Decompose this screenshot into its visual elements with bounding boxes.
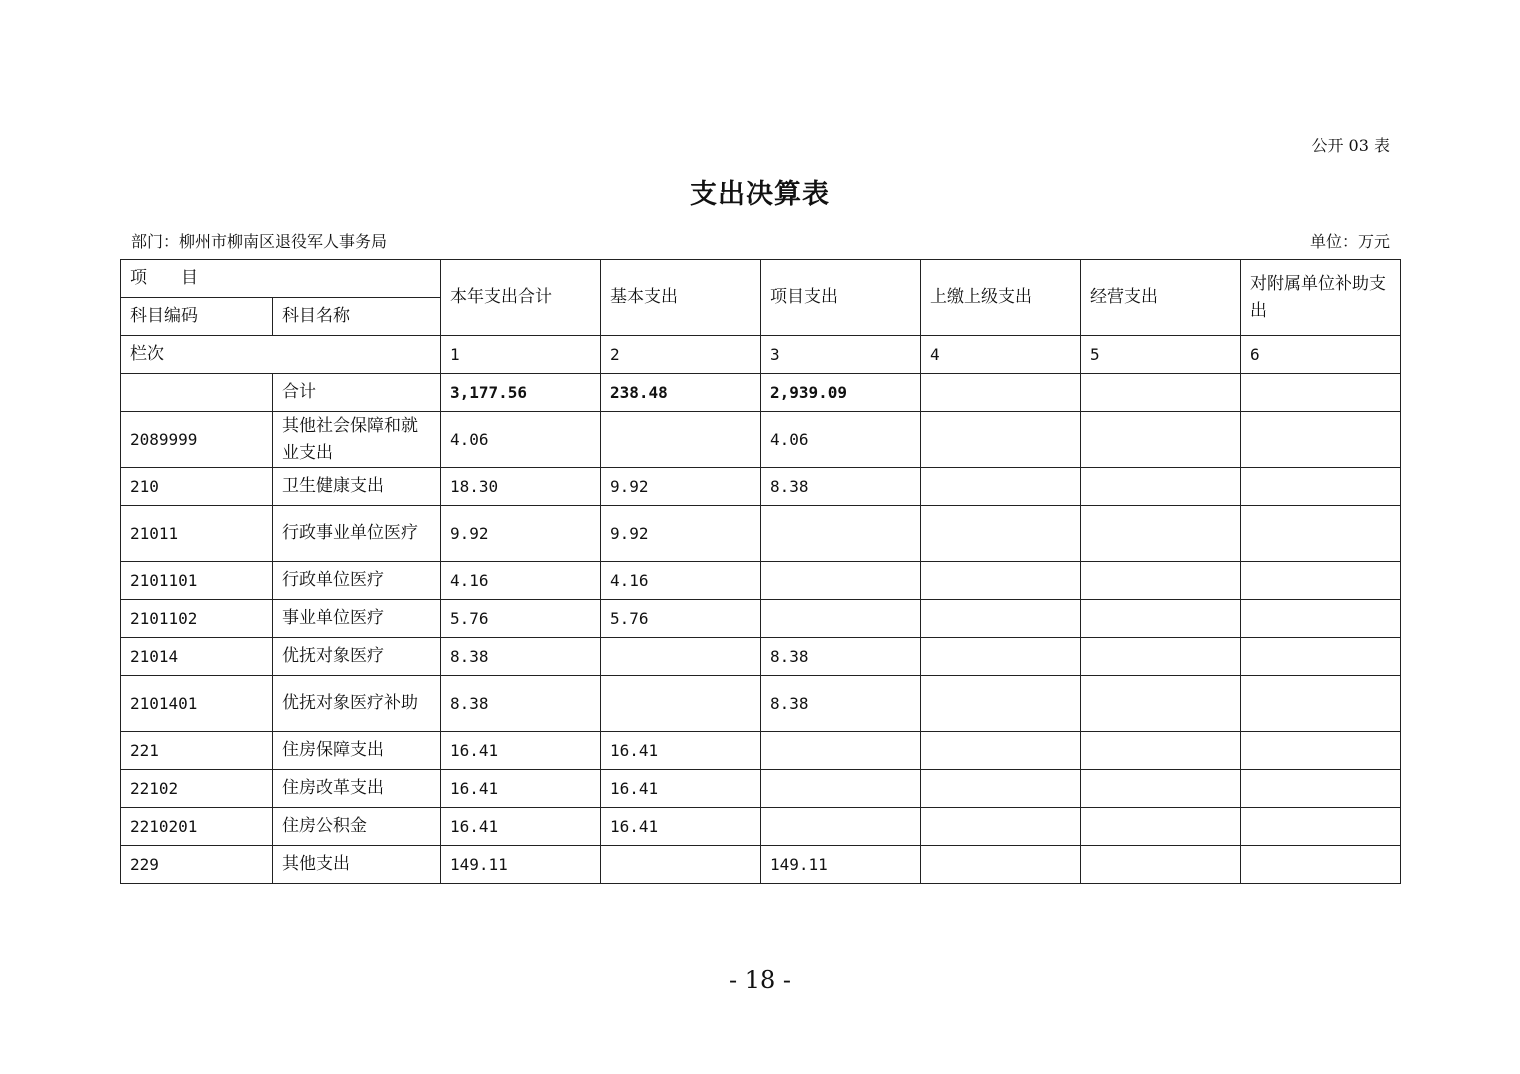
table-row bbox=[121, 412, 1401, 468]
cell-code: 21014 bbox=[121, 638, 273, 676]
form-code: 公开 03 表 bbox=[1311, 136, 1390, 155]
cell-subsidy bbox=[1241, 374, 1401, 412]
header-business: 经营支出 bbox=[1081, 260, 1241, 336]
cell-upper bbox=[921, 676, 1081, 732]
cell-business bbox=[1081, 600, 1241, 638]
cell-basic: 9.92 bbox=[601, 506, 761, 562]
cell-upper bbox=[921, 638, 1081, 676]
cell-project bbox=[761, 600, 921, 638]
column-index-number: 3 bbox=[761, 336, 921, 374]
header-name: 科目名称 bbox=[273, 298, 441, 336]
cell-upper bbox=[921, 562, 1081, 600]
table-row bbox=[121, 600, 1401, 638]
table-row bbox=[121, 846, 1401, 884]
header-subsidy: 对附属单位补助支出 bbox=[1241, 260, 1401, 336]
cell-basic bbox=[601, 638, 761, 676]
cell-basic: 16.41 bbox=[601, 732, 761, 770]
cell-subsidy bbox=[1241, 808, 1401, 846]
cell-subsidy bbox=[1241, 506, 1401, 562]
header-upper: 上缴上级支出 bbox=[921, 260, 1081, 336]
cell-code: 21011 bbox=[121, 506, 273, 562]
cell-name: 卫生健康支出 bbox=[273, 468, 441, 506]
table-row bbox=[121, 506, 1401, 562]
cell-project: 4.06 bbox=[761, 412, 921, 468]
cell-project bbox=[761, 808, 921, 846]
cell-name: 优抚对象医疗 bbox=[273, 638, 441, 676]
cell-subsidy bbox=[1241, 846, 1401, 884]
cell-total: 16.41 bbox=[441, 770, 601, 808]
cell-total: 5.76 bbox=[441, 600, 601, 638]
cell-code: 221 bbox=[121, 732, 273, 770]
column-index-number: 6 bbox=[1241, 336, 1401, 374]
cell-project: 149.11 bbox=[761, 846, 921, 884]
cell-name: 其他支出 bbox=[273, 846, 441, 884]
column-index-label: 栏次 bbox=[121, 336, 441, 374]
cell-total: 16.41 bbox=[441, 808, 601, 846]
cell-code: 2210201 bbox=[121, 808, 273, 846]
cell-project bbox=[761, 506, 921, 562]
cell-basic: 9.92 bbox=[601, 468, 761, 506]
unit-label: 单位：万元 bbox=[1309, 232, 1390, 251]
cell-subsidy bbox=[1241, 600, 1401, 638]
cell-project bbox=[761, 562, 921, 600]
cell-upper bbox=[921, 412, 1081, 468]
cell-business bbox=[1081, 506, 1241, 562]
cell-code: 2101401 bbox=[121, 676, 273, 732]
cell-subsidy bbox=[1241, 770, 1401, 808]
cell-business bbox=[1081, 676, 1241, 732]
header-basic: 基本支出 bbox=[601, 260, 761, 336]
cell-basic: 238.48 bbox=[601, 374, 761, 412]
cell-business bbox=[1081, 562, 1241, 600]
cell-name: 优抚对象医疗补助 bbox=[273, 676, 441, 732]
cell-code: 22102 bbox=[121, 770, 273, 808]
cell-basic: 16.41 bbox=[601, 808, 761, 846]
cell-name: 住房改革支出 bbox=[273, 770, 441, 808]
cell-subsidy bbox=[1241, 732, 1401, 770]
cell-total: 149.11 bbox=[441, 846, 601, 884]
cell-project bbox=[761, 770, 921, 808]
cell-basic: 16.41 bbox=[601, 770, 761, 808]
column-index-number: 1 bbox=[441, 336, 601, 374]
cell-total: 4.06 bbox=[441, 412, 601, 468]
cell-total: 3,177.56 bbox=[441, 374, 601, 412]
cell-upper bbox=[921, 808, 1081, 846]
cell-upper bbox=[921, 732, 1081, 770]
cell-total: 16.41 bbox=[441, 732, 601, 770]
cell-business bbox=[1081, 638, 1241, 676]
cell-name: 合计 bbox=[273, 374, 441, 412]
cell-business bbox=[1081, 770, 1241, 808]
column-index-number: 5 bbox=[1081, 336, 1241, 374]
table-row bbox=[121, 770, 1401, 808]
cell-name: 住房保障支出 bbox=[273, 732, 441, 770]
cell-basic bbox=[601, 412, 761, 468]
cell-upper bbox=[921, 846, 1081, 884]
page-number: - 18 - bbox=[728, 966, 791, 994]
table-row bbox=[121, 562, 1401, 600]
table-row bbox=[121, 468, 1401, 506]
cell-business bbox=[1081, 412, 1241, 468]
table-row bbox=[121, 808, 1401, 846]
cell-code: 2089999 bbox=[121, 412, 273, 468]
cell-name: 住房公积金 bbox=[273, 808, 441, 846]
cell-project bbox=[761, 732, 921, 770]
column-index-number: 2 bbox=[601, 336, 761, 374]
cell-code: 229 bbox=[121, 846, 273, 884]
cell-business bbox=[1081, 846, 1241, 884]
cell-code bbox=[121, 374, 273, 412]
cell-upper bbox=[921, 468, 1081, 506]
cell-name: 其他社会保障和就业支出 bbox=[273, 412, 441, 468]
header-project: 项目支出 bbox=[761, 260, 921, 336]
cell-basic: 5.76 bbox=[601, 600, 761, 638]
cell-subsidy bbox=[1241, 676, 1401, 732]
cell-code: 2101101 bbox=[121, 562, 273, 600]
column-index-number: 4 bbox=[921, 336, 1081, 374]
cell-subsidy bbox=[1241, 468, 1401, 506]
cell-upper bbox=[921, 506, 1081, 562]
cell-business bbox=[1081, 808, 1241, 846]
cell-business bbox=[1081, 468, 1241, 506]
cell-business bbox=[1081, 374, 1241, 412]
cell-total: 4.16 bbox=[441, 562, 601, 600]
cell-subsidy bbox=[1241, 412, 1401, 468]
column-index-row bbox=[121, 336, 1401, 374]
header-code: 科目编码 bbox=[121, 298, 273, 336]
cell-total: 8.38 bbox=[441, 676, 601, 732]
header-total: 本年支出合计 bbox=[441, 260, 601, 336]
cell-total: 18.30 bbox=[441, 468, 601, 506]
cell-basic bbox=[601, 846, 761, 884]
table-row bbox=[121, 638, 1401, 676]
cell-total: 9.92 bbox=[441, 506, 601, 562]
cell-subsidy bbox=[1241, 638, 1401, 676]
cell-subsidy bbox=[1241, 562, 1401, 600]
cell-upper bbox=[921, 770, 1081, 808]
cell-code: 2101102 bbox=[121, 600, 273, 638]
cell-basic: 4.16 bbox=[601, 562, 761, 600]
table-row bbox=[121, 732, 1401, 770]
total-row bbox=[121, 374, 1401, 412]
cell-name: 行政事业单位医疗 bbox=[273, 506, 441, 562]
department-label: 部门：柳州市柳南区退役军人事务局 bbox=[131, 232, 388, 251]
header-item: 项 目 bbox=[121, 260, 441, 298]
cell-project: 8.38 bbox=[761, 638, 921, 676]
expenditure-table bbox=[120, 259, 1401, 884]
cell-name: 事业单位医疗 bbox=[273, 600, 441, 638]
cell-upper bbox=[921, 374, 1081, 412]
table-row bbox=[121, 676, 1401, 732]
cell-code: 210 bbox=[121, 468, 273, 506]
cell-upper bbox=[921, 600, 1081, 638]
cell-basic bbox=[601, 676, 761, 732]
cell-project: 2,939.09 bbox=[761, 374, 921, 412]
cell-project: 8.38 bbox=[761, 468, 921, 506]
cell-business bbox=[1081, 732, 1241, 770]
page-title: 支出决算表 bbox=[690, 179, 830, 210]
header-row-1 bbox=[121, 260, 1401, 298]
cell-project: 8.38 bbox=[761, 676, 921, 732]
cell-name: 行政单位医疗 bbox=[273, 562, 441, 600]
cell-total: 8.38 bbox=[441, 638, 601, 676]
